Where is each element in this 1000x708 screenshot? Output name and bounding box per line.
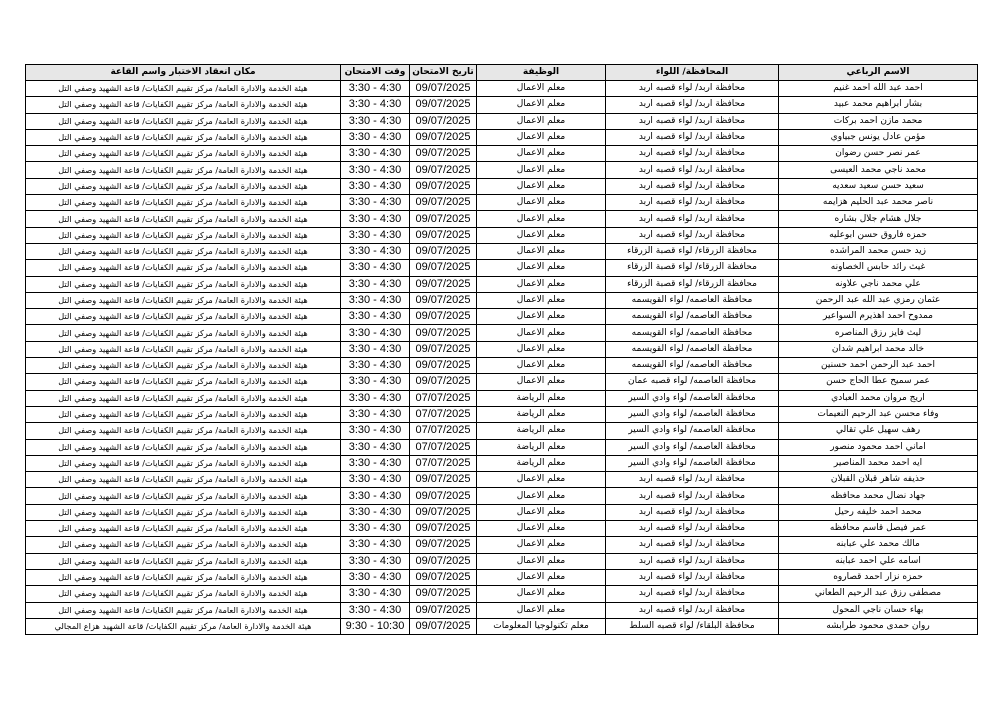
governorate-cell: محافظة العاصمه/ لواء وادي السير	[606, 455, 779, 471]
governorate-cell: محافظة اربد/ لواء قصبه اربد	[606, 553, 779, 569]
governorate-cell: محافظة اربد/ لواء قصبه اربد	[606, 602, 779, 618]
table-row	[26, 227, 978, 243]
exam-date-cell: 09/07/2025	[410, 569, 477, 585]
name-cell: مالك محمد علي عبابنه	[779, 537, 978, 553]
table-row	[26, 423, 978, 439]
governorate-cell: محافظة اربد/ لواء قصبه اربد	[606, 537, 779, 553]
exam-date-cell: 07/07/2025	[410, 455, 477, 471]
table-row	[26, 504, 978, 520]
exam-date-cell: 09/07/2025	[410, 178, 477, 194]
name-cell: وفاء محسن عبد الرحيم النعيمات	[779, 406, 978, 422]
exam-date-cell: 09/07/2025	[410, 472, 477, 488]
table-row	[26, 178, 978, 194]
exam-location-cell: هيئة الخدمة والادارة العامة/ مركز تقييم الكفايات/ قاعة الشهيد وصفي التل	[26, 211, 341, 227]
table-row	[26, 618, 978, 634]
job-cell: معلم الاعمال	[477, 521, 606, 537]
table-row	[26, 521, 978, 537]
exam-location-cell: هيئة الخدمة والادارة العامة/ مركز تقييم الكفايات/ قاعة الشهيد وصفي التل	[26, 537, 341, 553]
job-cell: معلم الاعمال	[477, 374, 606, 390]
exam-location-cell: هيئة الخدمة والادارة العامة/ مركز تقييم الكفايات/ قاعة الشهيد وصفي التل	[26, 423, 341, 439]
exam-date-cell: 09/07/2025	[410, 195, 477, 211]
header-row	[26, 65, 978, 81]
governorate-cell: محافظة اربد/ لواء قصبه اربد	[606, 211, 779, 227]
exam-time-cell: 3:30 - 4:30	[341, 243, 410, 259]
exam-time-cell: 3:30 - 4:30	[341, 553, 410, 569]
governorate-cell: محافظة العاصمه/ لواء وادي السير	[606, 406, 779, 422]
header-exam-time: وقت الامتحان	[341, 65, 410, 81]
exam-time-cell: 3:30 - 4:30	[341, 586, 410, 602]
name-cell: عمر سميح عطا الحاج حسن	[779, 374, 978, 390]
name-cell: ناصر محمد عبد الحليم هزايمه	[779, 195, 978, 211]
exam-time-cell: 3:30 - 4:30	[341, 521, 410, 537]
exam-time-cell: 3:30 - 4:30	[341, 602, 410, 618]
job-cell: معلم تكنولوجيا المعلومات	[477, 618, 606, 634]
table-row	[26, 374, 978, 390]
name-cell: حمزه فاروق حسن ابوعليه	[779, 227, 978, 243]
name-cell: خالد محمد ابراهيم شدان	[779, 341, 978, 357]
table-row	[26, 146, 978, 162]
job-cell: معلم الاعمال	[477, 325, 606, 341]
table-row	[26, 195, 978, 211]
table-row	[26, 129, 978, 145]
job-cell: معلم الاعمال	[477, 227, 606, 243]
job-cell: معلم الاعمال	[477, 586, 606, 602]
exam-date-cell: 07/07/2025	[410, 390, 477, 406]
exam-date-cell: 09/07/2025	[410, 292, 477, 308]
exam-time-cell: 3:30 - 4:30	[341, 488, 410, 504]
name-cell: اريج مروان محمد العبادي	[779, 390, 978, 406]
name-cell: جلال هشام جلال بشاره	[779, 211, 978, 227]
job-cell: معلم الرياضة	[477, 423, 606, 439]
governorate-cell: محافظة اربد/ لواء قصبه اربد	[606, 504, 779, 520]
job-cell: معلم الاعمال	[477, 358, 606, 374]
job-cell: معلم الاعمال	[477, 341, 606, 357]
exam-time-cell: 3:30 - 4:30	[341, 97, 410, 113]
governorate-cell: محافظة اربد/ لواء قصبه اربد	[606, 472, 779, 488]
exam-date-cell: 09/07/2025	[410, 97, 477, 113]
governorate-cell: محافظة البلقاء/ لواء قصبه السلط	[606, 618, 779, 634]
exam-date-cell: 09/07/2025	[410, 227, 477, 243]
job-cell: معلم الاعمال	[477, 81, 606, 97]
table-row	[26, 602, 978, 618]
exam-location-cell: هيئة الخدمة والادارة العامة/ مركز تقييم الكفايات/ قاعة الشهيد وصفي التل	[26, 260, 341, 276]
table-row	[26, 211, 978, 227]
exam-date-cell: 09/07/2025	[410, 325, 477, 341]
table-row	[26, 309, 978, 325]
exam-location-cell: هيئة الخدمة والادارة العامة/ مركز تقييم الكفايات/ قاعة الشهيد وصفي التل	[26, 325, 341, 341]
table-row	[26, 292, 978, 308]
name-cell: سعيد حسن سعيد سعديه	[779, 178, 978, 194]
exam-location-cell: هيئة الخدمة والادارة العامة/ مركز تقييم الكفايات/ قاعة الشهيد وصفي التل	[26, 195, 341, 211]
table-row	[26, 325, 978, 341]
governorate-cell: محافظة اربد/ لواء قصبه اربد	[606, 129, 779, 145]
exam-time-cell: 3:30 - 4:30	[341, 439, 410, 455]
name-cell: محمد احمد خليفه رحيل	[779, 504, 978, 520]
exam-date-cell: 09/07/2025	[410, 309, 477, 325]
exam-location-cell: هيئة الخدمة والادارة العامة/ مركز تقييم الكفايات/ قاعة الشهيد وصفي التل	[26, 162, 341, 178]
governorate-cell: محافظة العاصمه/ لواء وادي السير	[606, 390, 779, 406]
exam-time-cell: 3:30 - 4:30	[341, 129, 410, 145]
exam-date-cell: 09/07/2025	[410, 129, 477, 145]
governorate-cell: محافظة اربد/ لواء قصبه اربد	[606, 97, 779, 113]
exam-date-cell: 09/07/2025	[410, 260, 477, 276]
exam-location-cell: هيئة الخدمة والادارة العامة/ مركز تقييم الكفايات/ قاعة الشهيد وصفي التل	[26, 358, 341, 374]
exam-location-cell: هيئة الخدمة والادارة العامة/ مركز تقييم الكفايات/ قاعة الشهيد وصفي التل	[26, 178, 341, 194]
exam-location-cell: هيئة الخدمة والادارة العامة/ مركز تقييم الكفايات/ قاعة الشهيد وصفي التل	[26, 276, 341, 292]
governorate-cell: محافظة اربد/ لواء قصبه اربد	[606, 113, 779, 129]
exam-date-cell: 09/07/2025	[410, 81, 477, 97]
exam-time-cell: 3:30 - 4:30	[341, 472, 410, 488]
name-cell: مؤمن عادل يونس جبياوي	[779, 129, 978, 145]
table-row	[26, 243, 978, 259]
governorate-cell: محافظة العاصمه/ لواء وادي السير	[606, 439, 779, 455]
exam-location-cell: هيئة الخدمة والادارة العامة/ مركز تقييم الكفايات/ قاعة الشهيد وصفي التل	[26, 521, 341, 537]
table-row	[26, 390, 978, 406]
job-cell: معلم الاعمال	[477, 488, 606, 504]
exam-time-cell: 3:30 - 4:30	[341, 178, 410, 194]
name-cell: زيد حسن محمد المراشده	[779, 243, 978, 259]
governorate-cell: محافظة العاصمه/ لواء القويسمه	[606, 358, 779, 374]
header-exam-date: تاريخ الامتحان	[410, 65, 477, 81]
governorate-cell: محافظة اربد/ لواء قصبه اربد	[606, 488, 779, 504]
exam-location-cell: هيئة الخدمة والادارة العامة/ مركز تقييم الكفايات/ قاعة الشهيد وصفي التل	[26, 292, 341, 308]
exam-location-cell: هيئة الخدمة والادارة العامة/ مركز تقييم الكفايات/ قاعة الشهيد وصفي التل	[26, 586, 341, 602]
name-cell: رهف سهيل علي تقالي	[779, 423, 978, 439]
name-cell: محمد مازن احمد بركات	[779, 113, 978, 129]
exam-time-cell: 3:30 - 4:30	[341, 341, 410, 357]
name-cell: حذيفه شاهر قبلان القبلان	[779, 472, 978, 488]
name-cell: بهاء حسان ناجي المحول	[779, 602, 978, 618]
exam-time-cell: 3:30 - 4:30	[341, 195, 410, 211]
exam-location-cell: هيئة الخدمة والادارة العامة/ مركز تقييم الكفايات/ قاعة الشهيد وصفي التل	[26, 602, 341, 618]
table-row	[26, 260, 978, 276]
job-cell: معلم الاعمال	[477, 472, 606, 488]
name-cell: ممدوح احمد اهذيرم السواعير	[779, 309, 978, 325]
job-cell: معلم الرياضة	[477, 439, 606, 455]
table-row	[26, 569, 978, 585]
table-row	[26, 341, 978, 357]
governorate-cell: محافظة الزرقاء/ لواء قصبة الزرقاء	[606, 276, 779, 292]
governorate-cell: محافظة اربد/ لواء قصبه اربد	[606, 195, 779, 211]
governorate-cell: محافظة العاصمه/ لواء القويسمه	[606, 341, 779, 357]
job-cell: معلم الاعمال	[477, 504, 606, 520]
exam-time-cell: 3:30 - 4:30	[341, 374, 410, 390]
exam-date-cell: 09/07/2025	[410, 504, 477, 520]
governorate-cell: محافظة الزرقاء/ لواء قصبة الزرقاء	[606, 260, 779, 276]
exam-date-cell: 09/07/2025	[410, 276, 477, 292]
job-cell: معلم الرياضة	[477, 455, 606, 471]
name-cell: عمر فيصل قاسم محافظه	[779, 521, 978, 537]
name-cell: روان حمدى محمود طرابشه	[779, 618, 978, 634]
job-cell: معلم الاعمال	[477, 243, 606, 259]
job-cell: معلم الاعمال	[477, 276, 606, 292]
exam-time-cell: 3:30 - 4:30	[341, 227, 410, 243]
exam-time-cell: 3:30 - 4:30	[341, 537, 410, 553]
exam-date-cell: 07/07/2025	[410, 406, 477, 422]
governorate-cell: محافظة اربد/ لواء قصبه اربد	[606, 569, 779, 585]
governorate-cell: محافظة العاصمه/ لواء القويسمه	[606, 325, 779, 341]
exam-time-cell: 3:30 - 4:30	[341, 325, 410, 341]
name-cell: غيث رائد حابس الخصاونه	[779, 260, 978, 276]
governorate-cell: محافظة العاصمه/ لواء وادي السير	[606, 423, 779, 439]
exam-location-cell: هيئة الخدمة والادارة العامة/ مركز تقييم الكفايات/ قاعة الشهيد وصفي التل	[26, 113, 341, 129]
table-row	[26, 455, 978, 471]
job-cell: معلم الاعمال	[477, 211, 606, 227]
table-row	[26, 406, 978, 422]
name-cell: ايه احمد محمد المناصير	[779, 455, 978, 471]
name-cell: عثمان رمزي عبد الله عبد الرحمن	[779, 292, 978, 308]
exam-location-cell: هيئة الخدمة والادارة العامة/ مركز تقييم الكفايات/ قاعة الشهيد وصفي التل	[26, 341, 341, 357]
exam-time-cell: 3:30 - 4:30	[341, 146, 410, 162]
job-cell: معلم الاعمال	[477, 260, 606, 276]
job-cell: معلم الاعمال	[477, 309, 606, 325]
table-row	[26, 81, 978, 97]
name-cell: بشار ابراهيم محمد عبيد	[779, 97, 978, 113]
name-cell: مصطفى رزق عبد الرحيم الطعاني	[779, 586, 978, 602]
table-row	[26, 358, 978, 374]
exam-time-cell: 3:30 - 4:30	[341, 406, 410, 422]
job-cell: معلم الرياضة	[477, 390, 606, 406]
exam-time-cell: 3:30 - 4:30	[341, 423, 410, 439]
governorate-cell: محافظة العاصمه/ لواء القويسمه	[606, 309, 779, 325]
name-cell: احمد عبد الله احمد غنيم	[779, 81, 978, 97]
governorate-cell: محافظة الزرقاء/ لواء قصبة الزرقاء	[606, 243, 779, 259]
job-cell: معلم الاعمال	[477, 292, 606, 308]
exam-time-cell: 3:30 - 4:30	[341, 569, 410, 585]
exam-date-cell: 09/07/2025	[410, 374, 477, 390]
job-cell: معلم الاعمال	[477, 129, 606, 145]
exam-time-cell: 3:30 - 4:30	[341, 504, 410, 520]
table-row	[26, 97, 978, 113]
exam-time-cell: 9:30 - 10:30	[341, 618, 410, 634]
exam-date-cell: 09/07/2025	[410, 341, 477, 357]
table-row	[26, 537, 978, 553]
exam-date-cell: 09/07/2025	[410, 358, 477, 374]
table-row	[26, 276, 978, 292]
exam-location-cell: هيئة الخدمة والادارة العامة/ مركز تقييم الكفايات/ قاعة الشهيد وصفي التل	[26, 569, 341, 585]
exam-location-cell: هيئة الخدمة والادارة العامة/ مركز تقييم الكفايات/ قاعة الشهيد وصفي التل	[26, 129, 341, 145]
governorate-cell: محافظة اربد/ لواء قصبه اربد	[606, 586, 779, 602]
exam-location-cell: هيئة الخدمة والادارة العامة/ مركز تقييم الكفايات/ قاعة الشهيد وصفي التل	[26, 390, 341, 406]
exam-location-cell: هيئة الخدمة والادارة العامة/ مركز تقييم الكفايات/ قاعة الشهيد وصفي التل	[26, 227, 341, 243]
exam-date-cell: 09/07/2025	[410, 537, 477, 553]
exam-time-cell: 3:30 - 4:30	[341, 113, 410, 129]
header-governorate: المحافظة/ اللواء	[606, 65, 779, 81]
header-job: الوظيفة	[477, 65, 606, 81]
governorate-cell: محافظة العاصمه/ لواء القويسمه	[606, 292, 779, 308]
exam-date-cell: 09/07/2025	[410, 146, 477, 162]
exam-time-cell: 3:30 - 4:30	[341, 162, 410, 178]
name-cell: عمر نصر حسن رضوان	[779, 146, 978, 162]
table-row	[26, 439, 978, 455]
exam-time-cell: 3:30 - 4:30	[341, 81, 410, 97]
exam-location-cell: هيئة الخدمة والادارة العامة/ مركز تقييم الكفايات/ قاعة الشهيد وصفي التل	[26, 406, 341, 422]
governorate-cell: محافظة اربد/ لواء قصبه اربد	[606, 227, 779, 243]
exam-time-cell: 3:30 - 4:30	[341, 390, 410, 406]
exam-time-cell: 3:30 - 4:30	[341, 358, 410, 374]
exam-location-cell: هيئة الخدمة والادارة العامة/ مركز تقييم الكفايات/ قاعة الشهيد وصفي التل	[26, 553, 341, 569]
exam-location-cell: هيئة الخدمة والادارة العامة/ مركز تقييم الكفايات/ قاعة الشهيد وصفي التل	[26, 97, 341, 113]
exam-location-cell: هيئة الخدمة والادارة العامة/ مركز تقييم الكفايات/ قاعة الشهيد وصفي التل	[26, 472, 341, 488]
exam-date-cell: 09/07/2025	[410, 162, 477, 178]
table-row	[26, 472, 978, 488]
job-cell: معلم الاعمال	[477, 537, 606, 553]
name-cell: جهاد نضال محمد محافظه	[779, 488, 978, 504]
name-cell: احمد عبد الرحمن احمد حسنين	[779, 358, 978, 374]
header-exam-location: مكان انعقاد الاختبار واسم القاعة	[26, 65, 341, 81]
exam-time-cell: 3:30 - 4:30	[341, 260, 410, 276]
name-cell: محمد ناجي محمد العيسى	[779, 162, 978, 178]
job-cell: معلم الاعمال	[477, 97, 606, 113]
exam-date-cell: 09/07/2025	[410, 618, 477, 634]
job-cell: معلم الاعمال	[477, 569, 606, 585]
exam-date-cell: 09/07/2025	[410, 553, 477, 569]
job-cell: معلم الاعمال	[477, 113, 606, 129]
exam-date-cell: 09/07/2025	[410, 488, 477, 504]
exam-location-cell: هيئة الخدمة والادارة العامة/ مركز تقييم الكفايات/ قاعة الشهيد وصفي التل	[26, 439, 341, 455]
governorate-cell: محافظة اربد/ لواء قصبه اربد	[606, 162, 779, 178]
name-cell: ليث فايز رزق المناصره	[779, 325, 978, 341]
exam-date-cell: 09/07/2025	[410, 243, 477, 259]
exam-location-cell: هيئة الخدمة والادارة العامة/ مركز تقييم الكفايات/ قاعة الشهيد وصفي التل	[26, 81, 341, 97]
exam-location-cell: هيئة الخدمة والادارة العامة/ مركز تقييم الكفايات/ قاعة الشهيد وصفي التل	[26, 243, 341, 259]
table-row	[26, 488, 978, 504]
exam-date-cell: 07/07/2025	[410, 423, 477, 439]
governorate-cell: محافظة اربد/ لواء قصبه اربد	[606, 521, 779, 537]
name-cell: علي محمد ناجي علاونه	[779, 276, 978, 292]
job-cell: معلم الاعمال	[477, 146, 606, 162]
table-row	[26, 553, 978, 569]
exam-time-cell: 3:30 - 4:30	[341, 276, 410, 292]
exam-date-cell: 09/07/2025	[410, 113, 477, 129]
exam-location-cell: هيئة الخدمة والادارة العامة/ مركز تقييم الكفايات/ قاعة الشهيد وصفي التل	[26, 309, 341, 325]
exam-date-cell: 09/07/2025	[410, 602, 477, 618]
governorate-cell: محافظة اربد/ لواء قصبه اربد	[606, 146, 779, 162]
exam-time-cell: 3:30 - 4:30	[341, 455, 410, 471]
exam-location-cell: هيئة الخدمة والادارة العامة/ مركز تقييم الكفايات/ قاعة الشهيد هزاع المجالي	[26, 618, 341, 634]
exam-location-cell: هيئة الخدمة والادارة العامة/ مركز تقييم الكفايات/ قاعة الشهيد وصفي التل	[26, 146, 341, 162]
exam-location-cell: هيئة الخدمة والادارة العامة/ مركز تقييم الكفايات/ قاعة الشهيد وصفي التل	[26, 488, 341, 504]
table-row	[26, 586, 978, 602]
governorate-cell: محافظة اربد/ لواء قصبه اربد	[606, 81, 779, 97]
table-row	[26, 162, 978, 178]
exam-location-cell: هيئة الخدمة والادارة العامة/ مركز تقييم الكفايات/ قاعة الشهيد وصفي التل	[26, 504, 341, 520]
job-cell: معلم الاعمال	[477, 602, 606, 618]
exam-date-cell: 09/07/2025	[410, 211, 477, 227]
job-cell: معلم الاعمال	[477, 195, 606, 211]
exam-time-cell: 3:30 - 4:30	[341, 309, 410, 325]
exam-time-cell: 3:30 - 4:30	[341, 211, 410, 227]
name-cell: اسامه علي احمد عبابنه	[779, 553, 978, 569]
exam-location-cell: هيئة الخدمة والادارة العامة/ مركز تقييم الكفايات/ قاعة الشهيد وصفي التل	[26, 374, 341, 390]
exam-time-cell: 3:30 - 4:30	[341, 292, 410, 308]
name-cell: اماني احمد محمود منصور	[779, 439, 978, 455]
job-cell: معلم الاعمال	[477, 162, 606, 178]
exam-location-cell: هيئة الخدمة والادارة العامة/ مركز تقييم الكفايات/ قاعة الشهيد وصفي التل	[26, 455, 341, 471]
job-cell: معلم الاعمال	[477, 178, 606, 194]
table-row	[26, 113, 978, 129]
exam-date-cell: 09/07/2025	[410, 586, 477, 602]
governorate-cell: محافظة العاصمه/ لواء قصبه عمان	[606, 374, 779, 390]
header-name: الاسم الرباعي	[779, 65, 978, 81]
job-cell: معلم الرياضة	[477, 406, 606, 422]
name-cell: حمزه نزار احمد قصاروه	[779, 569, 978, 585]
governorate-cell: محافظة اربد/ لواء قصبه اربد	[606, 178, 779, 194]
job-cell: معلم الاعمال	[477, 553, 606, 569]
exam-date-cell: 09/07/2025	[410, 521, 477, 537]
exam-schedule-table	[25, 64, 978, 635]
exam-date-cell: 07/07/2025	[410, 439, 477, 455]
